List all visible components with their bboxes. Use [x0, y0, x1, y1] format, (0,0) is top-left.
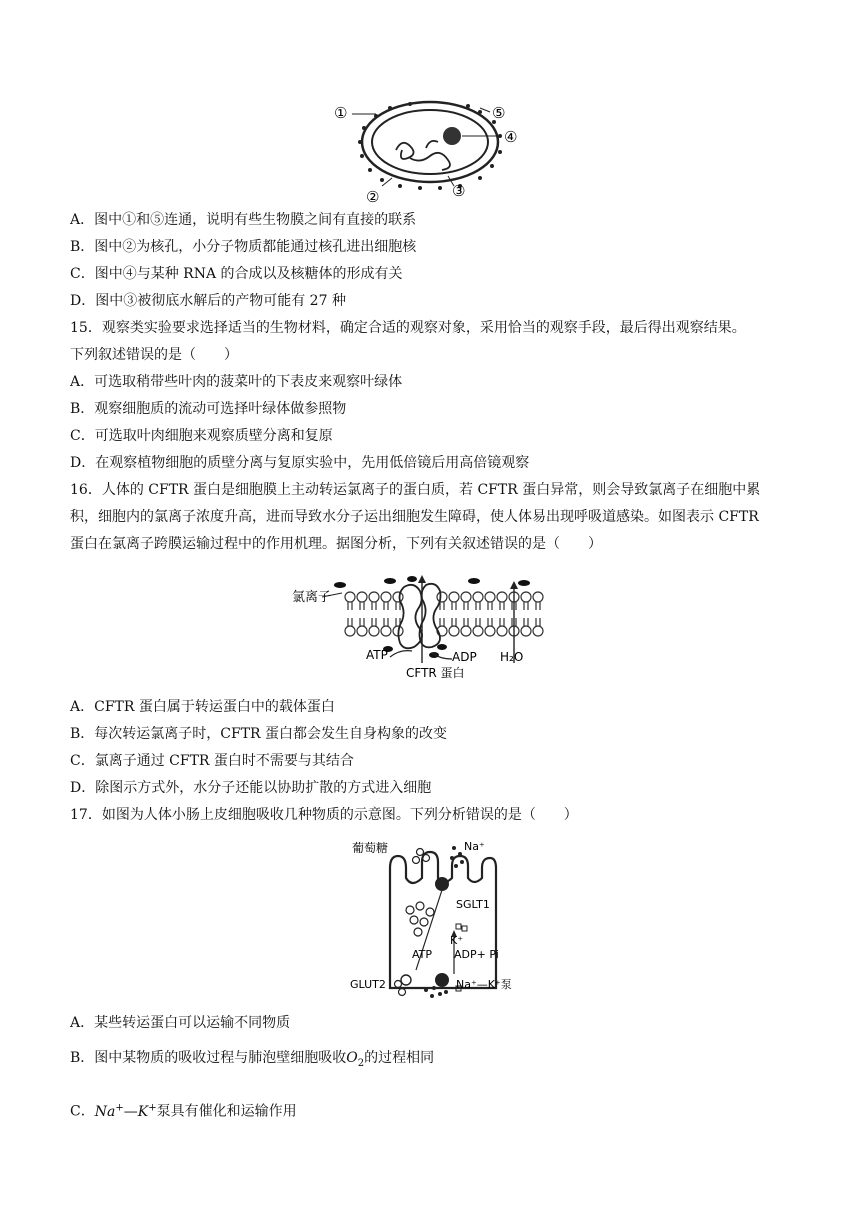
- label-1: ①: [334, 104, 348, 122]
- q15-stem-line1: 15．观察类实验要求选择适当的生物材料，确定合适的观察对象，采用恰当的观察手段，最后得出观察结果。: [70, 320, 746, 336]
- q14-option-a: A．图中①和⑤连通，说明有些生物膜之间有直接的联系: [70, 212, 417, 228]
- q17-option-b-text: B．图中某物质的吸收过程与肺泡壁细胞吸收: [70, 1050, 347, 1066]
- q16-option-b: B．每次转运氯离子时，CFTR 蛋白都会发生自身构象的改变: [70, 726, 448, 742]
- q17-option-b-tail: 的过程相同: [364, 1050, 435, 1066]
- q15-stem-line2: 下列叙述错误的是（ ）: [70, 347, 238, 363]
- h2o-label: H₂O: [500, 650, 524, 664]
- label-5: ⑤: [492, 104, 506, 122]
- q17-stem: 17．如图为人体小肠上皮细胞吸收几种物质的示意图。下列分析错误的是（ ）: [70, 807, 578, 823]
- q15-option-d: D．在观察植物细胞的质壁分离与复原实验中，先用低倍镜后用高倍镜观察: [70, 455, 530, 471]
- sglt1-icon: [435, 877, 449, 891]
- q16-option-c: C．氯离子通过 CFTR 蛋白时不需要与其结合: [70, 753, 354, 769]
- q14-option-b: B．图中②为核孔，小分子物质都能通过核孔进出细胞核: [70, 239, 417, 255]
- na-k-formula: Na+—K+: [94, 1102, 157, 1120]
- q17-option-b: [70, 1048, 800, 1074]
- glut2-label: GLUT2: [350, 978, 386, 991]
- q15-option-a: A．可选取稍带些叶肉的菠菜叶的下表皮来观察叶绿体: [70, 374, 403, 390]
- cell-outline: [390, 852, 496, 988]
- cftr-figure: [292, 573, 562, 683]
- q15-option-b: B．观察细胞质的流动可选择叶绿体做参照物: [70, 401, 347, 417]
- k-label: K⁺: [450, 934, 464, 947]
- cftr-label: CFTR 蛋白: [406, 666, 465, 680]
- q16-option-d: D．除图示方式外，水分子还能以协助扩散的方式进入细胞: [70, 780, 432, 796]
- q15-option-c: C．可选取叶肉细胞来观察质壁分离和复原: [70, 428, 333, 444]
- adp-pi-label: ADP+ Pi: [454, 948, 499, 961]
- pump-label: Na⁺—K⁺泵: [456, 978, 512, 991]
- q17-option-a: A．某些转运蛋白可以运输不同物质: [70, 1015, 291, 1031]
- na-label: Na⁺: [464, 840, 485, 853]
- label-4: ④: [504, 128, 518, 146]
- chloride-label: 氯离子: [292, 590, 332, 605]
- q14-option-c: C．图中④与某种 RNA 的合成以及核糖体的形成有关: [70, 266, 403, 282]
- lipid-bilayer: [345, 592, 543, 636]
- q17-option-c-tail: 泵具有催化和运输作用: [156, 1103, 297, 1120]
- q14-option-d: D．图中③被彻底水解后的产物可能有 27 种: [70, 293, 346, 309]
- q16-stem-line3: 蛋白在氯离子跨膜运输过程中的作用机理。据图分析，下列有关叙述错误的是（ ）: [70, 536, 602, 552]
- atp-label-2: ATP: [412, 948, 433, 961]
- glucose-label: 葡萄糖: [352, 841, 389, 855]
- q17-option-c: C．Na+—K+泵具有催化和运输作用: [70, 1102, 297, 1120]
- adp-label: ADP: [452, 650, 477, 664]
- q16-stem-line2: 积，细胞内的氯离子浓度升高，进而导致水分子运出细胞发生障碍，使人体易出现呼吸道感染。如图表示 CFTR: [70, 509, 759, 525]
- label-2: ②: [366, 188, 380, 206]
- o2-formula: $O_2$: [346, 1050, 365, 1069]
- glut2-icon: [401, 975, 411, 985]
- atp-label: ATP: [366, 648, 388, 662]
- q16-option-a: A．CFTR 蛋白属于转运蛋白中的载体蛋白: [70, 699, 335, 715]
- sglt1-label: SGLT1: [456, 898, 490, 911]
- na-k-pump-icon: [435, 973, 449, 987]
- intestinal-cell-figure: [350, 838, 520, 1004]
- label-3: ③: [452, 182, 466, 200]
- nucleus-figure: [330, 98, 530, 206]
- q16-stem-line1: 16．人体的 CFTR 蛋白是细胞膜上主动转运氯离子的蛋白质，若 CFTR 蛋白异常，则会导致氯离子在细胞中累: [70, 482, 761, 498]
